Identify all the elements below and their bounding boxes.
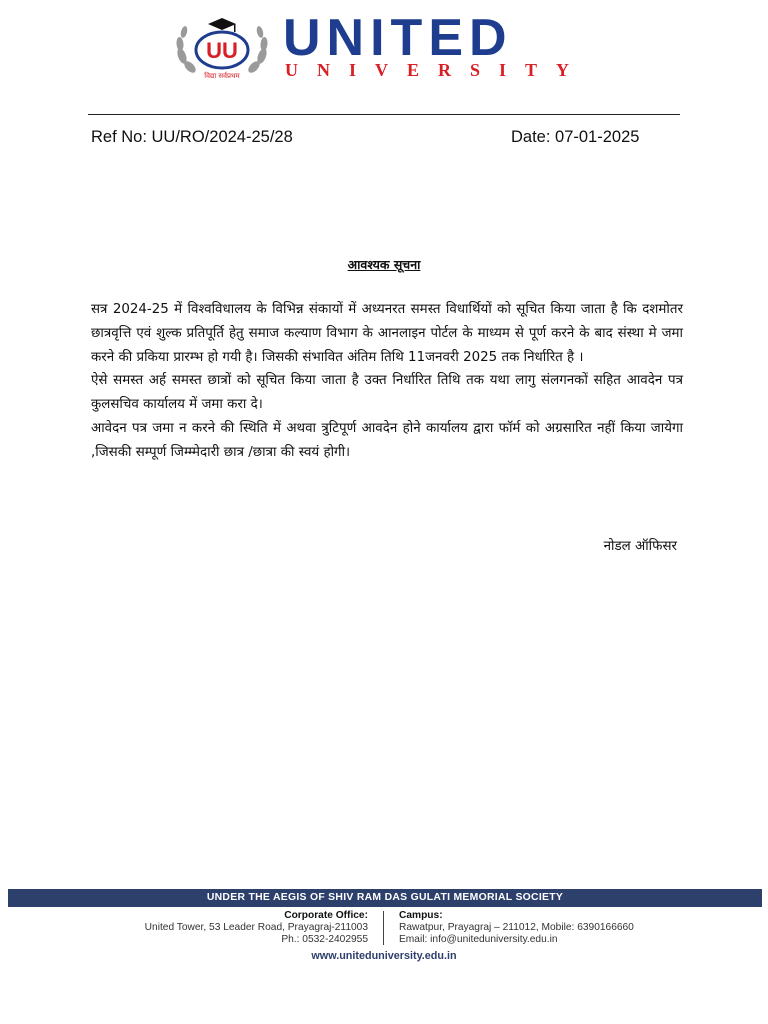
campus-email: Email: info@uniteduniversity.edu.in [399, 934, 558, 945]
corporate-office-address: United Tower, 53 Leader Road, Prayagraj-211003 [144, 922, 368, 933]
notice-paragraph: आवेदन पत्र जमा न करने की स्थिति में अथवा त्रुटिपूर्ण आवदेन होने कार्यालय द्वारा फॉर्म को अग्रसारित नहीं किया जायेगा ,जिसकी सम्पूर्ण जिम्म्मेदारी छात्र /छात्रा की स्वयं होगी। [91, 420, 683, 460]
campus-block [399, 910, 634, 946]
signature: नोडल ऑफिसर [603, 539, 677, 554]
emblem-tagline: विद्या सर्वप्रथम [204, 72, 240, 80]
letterhead [0, 10, 768, 90]
brand-name: UNITED [283, 9, 513, 67]
campus-address: Rawatpur, Prayagraj – 211012, Mobile: 6390166660 [399, 922, 634, 933]
notice-title: आवश्यक सूचना [347, 257, 421, 272]
notice-paragraph: सत्र 2024-25 में विश्वविधालय के विभिन्न संकायों में अध्यनरत समस्त विधार्थियों को सूचित किया जाता है कि दशमोतर छात्रवृत्ति एवं शुल्क प्रतिपूर्ति हेतु समाज कल्याण विभाग के आनलाइन पोर्टल के माध्यम से पूर्ण करने के बाद संस्था मे जमा करने की प्रकिया प्रारम्भ हो गयी है। जिसकी संभावित अंतिम तिथि 11जनवरी 2025 तक निर्धारित है । [91, 302, 683, 365]
brand-subtitle: UNIVERSITY [285, 60, 589, 80]
emblem-initials: UU [206, 38, 238, 63]
notice-body [91, 298, 683, 465]
reference-number: Ref No: UU/RO/2024-25/28 [91, 128, 293, 146]
university-emblem-icon [172, 16, 272, 82]
footer-band: UNDER THE AEGIS OF SHIV RAM DAS GULATI MEMORIAL SOCIETY [8, 889, 762, 907]
reference-date: Date: 07-01-2025 [511, 128, 640, 146]
notice-paragraph: ऐसे समस्त अर्ह समस्त छात्रों को सूचित किया जाता है उक्त निर्धारित तिथि तक यथा लागु संलगनकों सहित आवदेन पत्र कुलसचिव कार्यालय में जमा करा दे। [91, 373, 683, 413]
header-divider [88, 114, 680, 115]
corporate-office-phone: Ph.: 0532-2402955 [281, 934, 368, 945]
corporate-office-block [145, 910, 368, 946]
campus-heading: Campus: [399, 910, 443, 921]
corporate-office-heading: Corporate Office: [284, 910, 368, 921]
website-link[interactable]: www.uniteduniversity.edu.in [311, 950, 457, 962]
footer-divider [383, 911, 384, 945]
